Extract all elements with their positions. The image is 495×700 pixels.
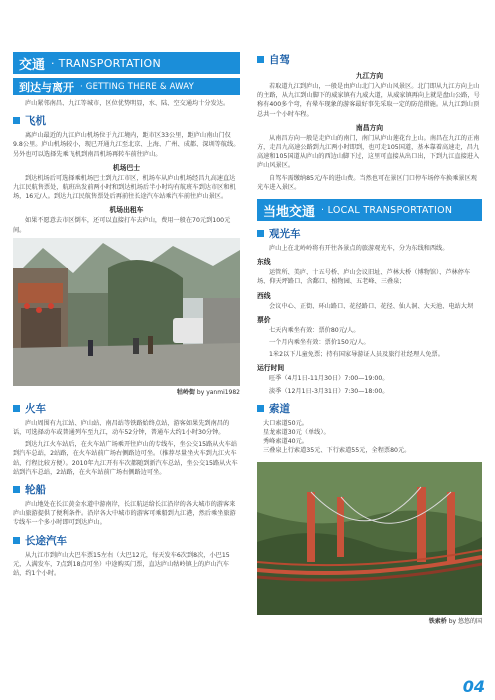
sightseeing-intro: 庐山上在北岭岭将有开往各景点的旅游观光车，分为东线和西线。 [269,245,449,253]
plane-title: 飞机 [25,115,46,128]
square-bullet-icon [257,405,264,412]
east-line-stops: 运管所、美庐、十五号桥、庐山会议旧址、芦林大桥（博物馆）、芦林停车场、仰天坪路口、含鄱口、植物园、五老峰、三叠泉； [257,269,471,286]
plane-para-3: 如果不愿意去市区倒车，还可以直接打车去庐山，费用一般在70元到100元间。 [13,217,231,234]
train-title: 火车 [25,402,46,415]
west-line-heading: 西线 [257,291,271,300]
cable-line-1: 大口索道50元。 [263,419,308,427]
drive-para-3: 自驾车需缴纳85元/车的进山费。当然也可在景区门口停车场停车换乘景区观光车进入景区。 [257,174,477,191]
plane-para-1: 离庐山最近的九江庐山机场位于九江境内，距市区33公里，距庐山南山门仅9.8公里。庐山机场较小，现已开通九江至北京、上海、广州、成都、深圳等航线。另外也可以选择先乘飞机到南昌机场再转车前往庐山。 [13,132,240,158]
coach-title: 长途汽车 [25,534,67,547]
right-column [257,52,482,628]
photo2-caption-name: 铁索桥 [428,617,447,625]
section-coach [13,533,240,548]
airport-taxi-heading: 机场出租车 [109,206,144,215]
ship-para-1: 庐山地处在长江黄金水道中游南岸，长江航运给长江沿岸的各大城市的游客来庐山旅游提供了便利条件。沿岸各大中城市的游客可乘船到九江港，然后乘坐旅游专线车一个多小时即可到达庐山。 [13,501,236,527]
drive-para-1: 若取道九江到庐山，一般是由庐山北门入庐山风景区。北门即从九江方向上山的主路，从九江到山脚下的威家镇有九威大道，从威家镇再向上就是盘山公路，号称有400多个弯，有晕车现象的游客最好事先采取一定的防范措施。从九江到山顶总共一个小时车程。 [257,83,480,118]
east-line-heading: 东线 [257,258,271,267]
square-bullet-icon [13,117,20,124]
fare-line-1: 七天内乘坐有效：票价80元/人。 [269,326,360,334]
square-bullet-icon [13,537,20,544]
sightseeing-title: 观光车 [269,228,301,241]
square-bullet-icon [257,56,264,63]
photo1-caption-by: by yanmi1982 [196,388,240,396]
section-drive [257,52,482,67]
fare-heading: 票价 [257,315,271,324]
section-ship [13,482,240,497]
airport-bus-heading: 机场巴士 [112,163,141,172]
banner-title-cn: 交通 [19,57,46,73]
transportation-banner [13,52,240,74]
page-number: 04 [462,677,485,696]
jiujiang-heading: 九江方向 [355,72,384,80]
photo2-caption [257,616,482,625]
west-line-stops: 会议中心、正街、环山路口、花径路口、花径、仙人洞、大天池、电站大坝 [269,302,474,310]
subbar-title-cn: 到达与离开 [19,80,74,94]
plane-para-2: 到达机场后可选择乘机场巴士到九江市区，机场车从庐山机场经昌九高速直达九江民航售票处，航班出发前两小时和到达机场后半小时均有航班车到达市区和机场，16元/人。到达九江民航售票处后再前往长途汽车站乘汽车前往庐山景区。 [13,174,236,201]
hours-peak: 旺季（4月1日-11月30日）7:00—19:00。 [269,375,389,383]
section-plane [13,113,240,128]
local-banner-cn: 当地交通 [263,204,316,220]
nanchang-heading: 南昌方向 [355,123,384,132]
square-bullet-icon [257,230,264,237]
drive-title: 自驾 [269,54,290,66]
bridge-photo [257,462,482,615]
photo1-caption-name: 牯岭街 [176,388,195,396]
cable-title: 索道 [269,402,290,415]
cable-line-4: 三叠泉上行索道35元、下行索道55元，全程票80元。 [263,447,411,455]
cable-line-2: 星龙索道30元（单线）。 [263,429,330,437]
train-para-2: 到达九江火车站后，在火车站广场乘开往庐山的专线车，坐公交15路从火车站到汽车总站，2站路，在火车站前广场右侧路边可坐。（推荐尽量坐火车到九江火车站，行程比较方便）。2010年九江开有车次都随到新汽车总站，坐公交15路从火车站到汽车总站，2站路，在火车站前广场右侧路边可坐。 [13,441,238,476]
ship-title: 轮船 [25,484,46,497]
banner-title-en: · TRANSPORTATION [51,56,161,70]
coach-para-1: 从九江市到庐山大巴车票15左右（大巴12元，每天发车6次到8次，小巴15元，人满发车，7点到18点可坐）中途购买门票，直达庐山牯岭镇上的庐山汽车站，约1个小时。 [13,551,230,578]
square-bullet-icon [13,405,20,412]
bridge-photo-image [257,462,482,615]
getting-there-bar [13,78,240,95]
street-photo [13,238,240,386]
cable-line-3: 秀峰索道40元。 [263,438,308,446]
street-photo-image [13,238,240,386]
section-sightseeing [257,226,482,241]
drive-para-2: 从南昌方向一般是走庐山的南门，南门从庐山莲花台上山。南昌在九江的正南方，走昌九高速公路到九江两小时即到，也可走105国道，基本靠着高速走，昌九高速和105国道从庐山的西边山脚下过，这里可直接从出口出，下到九江直接进入庐山风景区。 [257,134,480,170]
square-bullet-icon [13,486,20,493]
section-cable [257,401,482,416]
local-banner-en: · LOCAL TRANSPORTATION [321,204,453,216]
local-transport-banner [257,199,482,221]
fare-line-3: 1米2以下儿童免票；持有国家导游证人员及旅行社经理人免票。 [269,351,444,359]
photo1-caption [13,387,240,396]
intro-text: 庐山紧邻南昌、九江等城市，区位优势明显，水、陆、空交通均十分发达。 [25,100,230,107]
subbar-title-en: · GETTING THERE & AWAY [80,81,195,92]
hours-heading: 运行时间 [257,364,285,373]
photo2-caption-by: by 悠悠的国 [448,617,482,625]
fare-line-2: 一个月内乘坐有效：票价150元/人。 [269,339,370,347]
left-column [13,52,240,581]
section-train [13,401,240,416]
train-para-1: 庐山周围有九江站、庐山站、南昌站等铁路始终点站，游客如果先到南昌的话，可选择动车或普通列车至九江，动车52分钟，普通车大约1小时30分钟。 [13,419,230,437]
hours-off: 淡季（12月1日-3月31日）7:30—18:00。 [269,387,389,395]
